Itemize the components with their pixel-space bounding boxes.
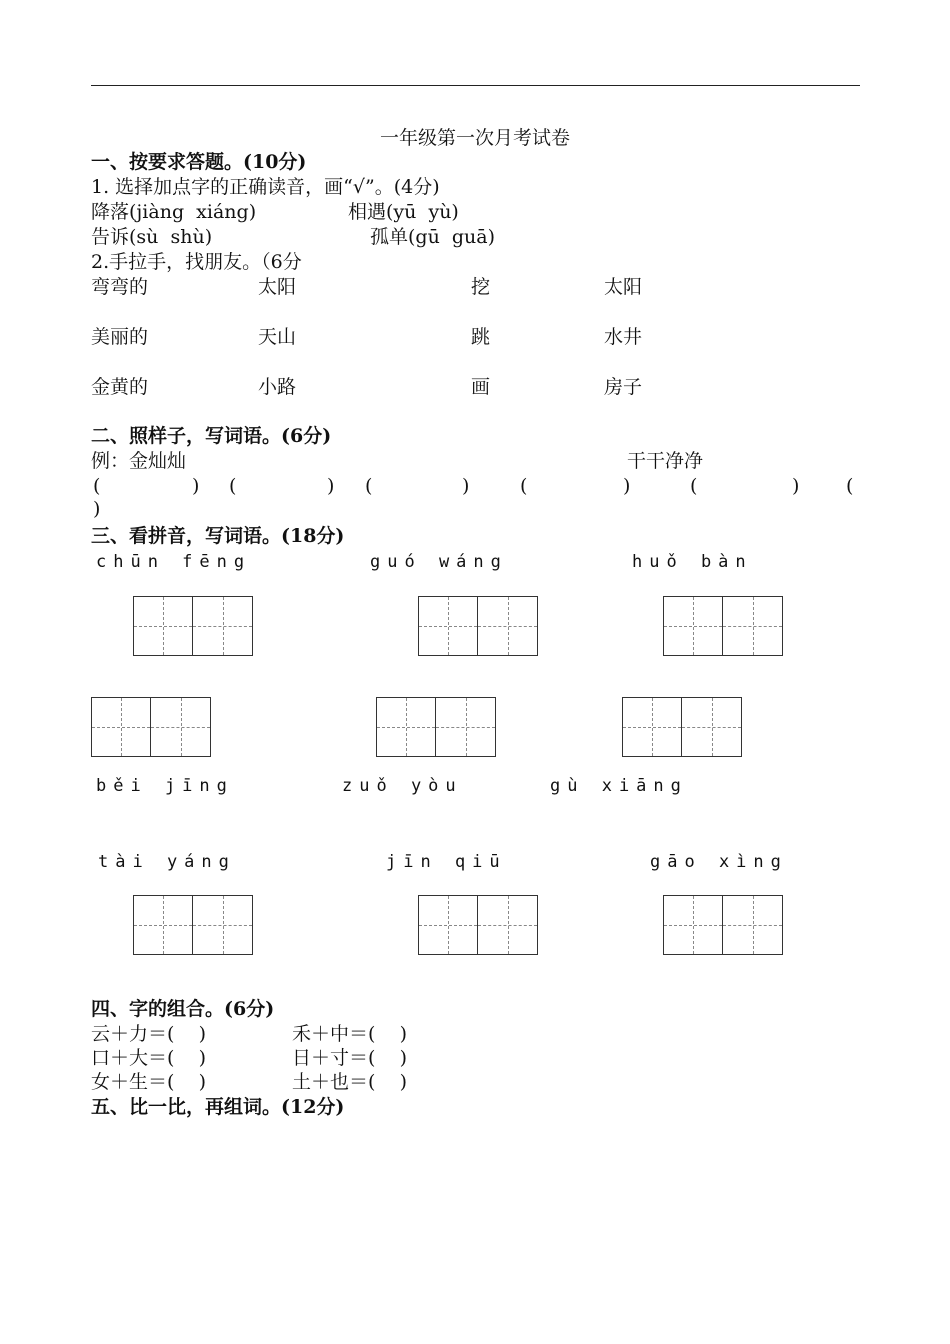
write-box-2[interactable]: [418, 596, 538, 656]
blank-close-4: ): [623, 475, 631, 497]
blank-open-6: (: [846, 475, 854, 497]
match-left1-1: 美丽的: [91, 326, 149, 348]
blank-close-3: ): [462, 475, 470, 497]
match-right2-2: 房子: [604, 376, 643, 398]
blank-close-2: ): [327, 475, 335, 497]
blank-open-3: (: [365, 475, 373, 497]
combo-item-6: 土＋也＝( ): [292, 1071, 407, 1093]
example-1: 例：金灿灿: [91, 450, 187, 472]
match-right2-0: 太阳: [604, 276, 643, 298]
write-box-4[interactable]: [91, 697, 211, 757]
combo-item-1: 云＋力＝( ): [91, 1023, 206, 1045]
match-right1-0: 挖: [471, 276, 491, 298]
section4-heading: 四、字的组合。(6分): [91, 998, 275, 1020]
blank-open-4: (: [520, 475, 528, 497]
q1-word-2: 相遇(yū yù): [348, 201, 459, 223]
pinyin-2: guó wáng: [370, 552, 508, 572]
match-right1-2: 画: [471, 376, 491, 398]
match-left2-1: 天山: [258, 326, 297, 348]
q2-text: 2.手拉手，找朋友。（6分: [91, 251, 302, 273]
pinyin-5: zuǒ yòu: [342, 776, 463, 796]
write-box-6[interactable]: [622, 697, 742, 757]
section2-heading: 二、照样子，写词语。(6分): [91, 425, 332, 447]
write-box-9[interactable]: [663, 895, 783, 955]
q1-text: 1. 选择加点字的正确读音，画“√”。(4分): [91, 176, 440, 198]
match-left1-2: 金黄的: [91, 376, 149, 398]
pinyin-8: jīn qiū: [386, 852, 507, 872]
section3-heading: 三、看拼音，写词语。(18分): [91, 525, 345, 547]
q1-word-3: 告诉(sù shù): [91, 226, 213, 248]
page-title: 一年级第一次月考试卷: [379, 127, 570, 149]
write-box-8[interactable]: [418, 895, 538, 955]
top-rule: [91, 85, 860, 86]
pinyin-3: huǒ bàn: [632, 552, 753, 572]
blank-open-1: (: [93, 475, 101, 497]
blank-close-5: ): [792, 475, 800, 497]
pinyin-7: tài yáng: [98, 852, 236, 872]
pinyin-9: gāo xìng: [650, 852, 788, 872]
combo-item-2: 禾＋中＝( ): [292, 1023, 407, 1045]
q1-word-1: 降落(jiàng xiáng): [91, 201, 257, 223]
match-right2-1: 水井: [604, 326, 643, 348]
combo-item-3: 口＋大＝( ): [91, 1047, 206, 1069]
blank-close-6: ): [93, 498, 101, 520]
combo-item-4: 日＋寸＝( ): [292, 1047, 407, 1069]
pinyin-6: gù xiāng: [550, 776, 688, 796]
write-box-7[interactable]: [133, 895, 253, 955]
blank-open-2: (: [229, 475, 237, 497]
section1-heading: 一、按要求答题。(10分): [91, 151, 307, 173]
pinyin-4: běi jīng: [96, 776, 234, 796]
blank-open-5: (: [690, 475, 698, 497]
match-right1-1: 跳: [471, 326, 491, 348]
match-left1-0: 弯弯的: [91, 276, 149, 298]
section5-heading: 五、比一比，再组词。(12分): [91, 1096, 345, 1118]
write-box-3[interactable]: [663, 596, 783, 656]
example-2: 干干净净: [627, 450, 704, 472]
combo-item-5: 女＋生＝( ): [91, 1071, 206, 1093]
blank-close-1: ): [192, 475, 200, 497]
match-left2-0: 太阳: [258, 276, 297, 298]
write-box-1[interactable]: [133, 596, 253, 656]
pinyin-1: chūn fēng: [96, 552, 252, 572]
q1-word-4: 孤单(gū guā): [370, 226, 496, 248]
write-box-5[interactable]: [376, 697, 496, 757]
match-left2-2: 小路: [258, 376, 297, 398]
